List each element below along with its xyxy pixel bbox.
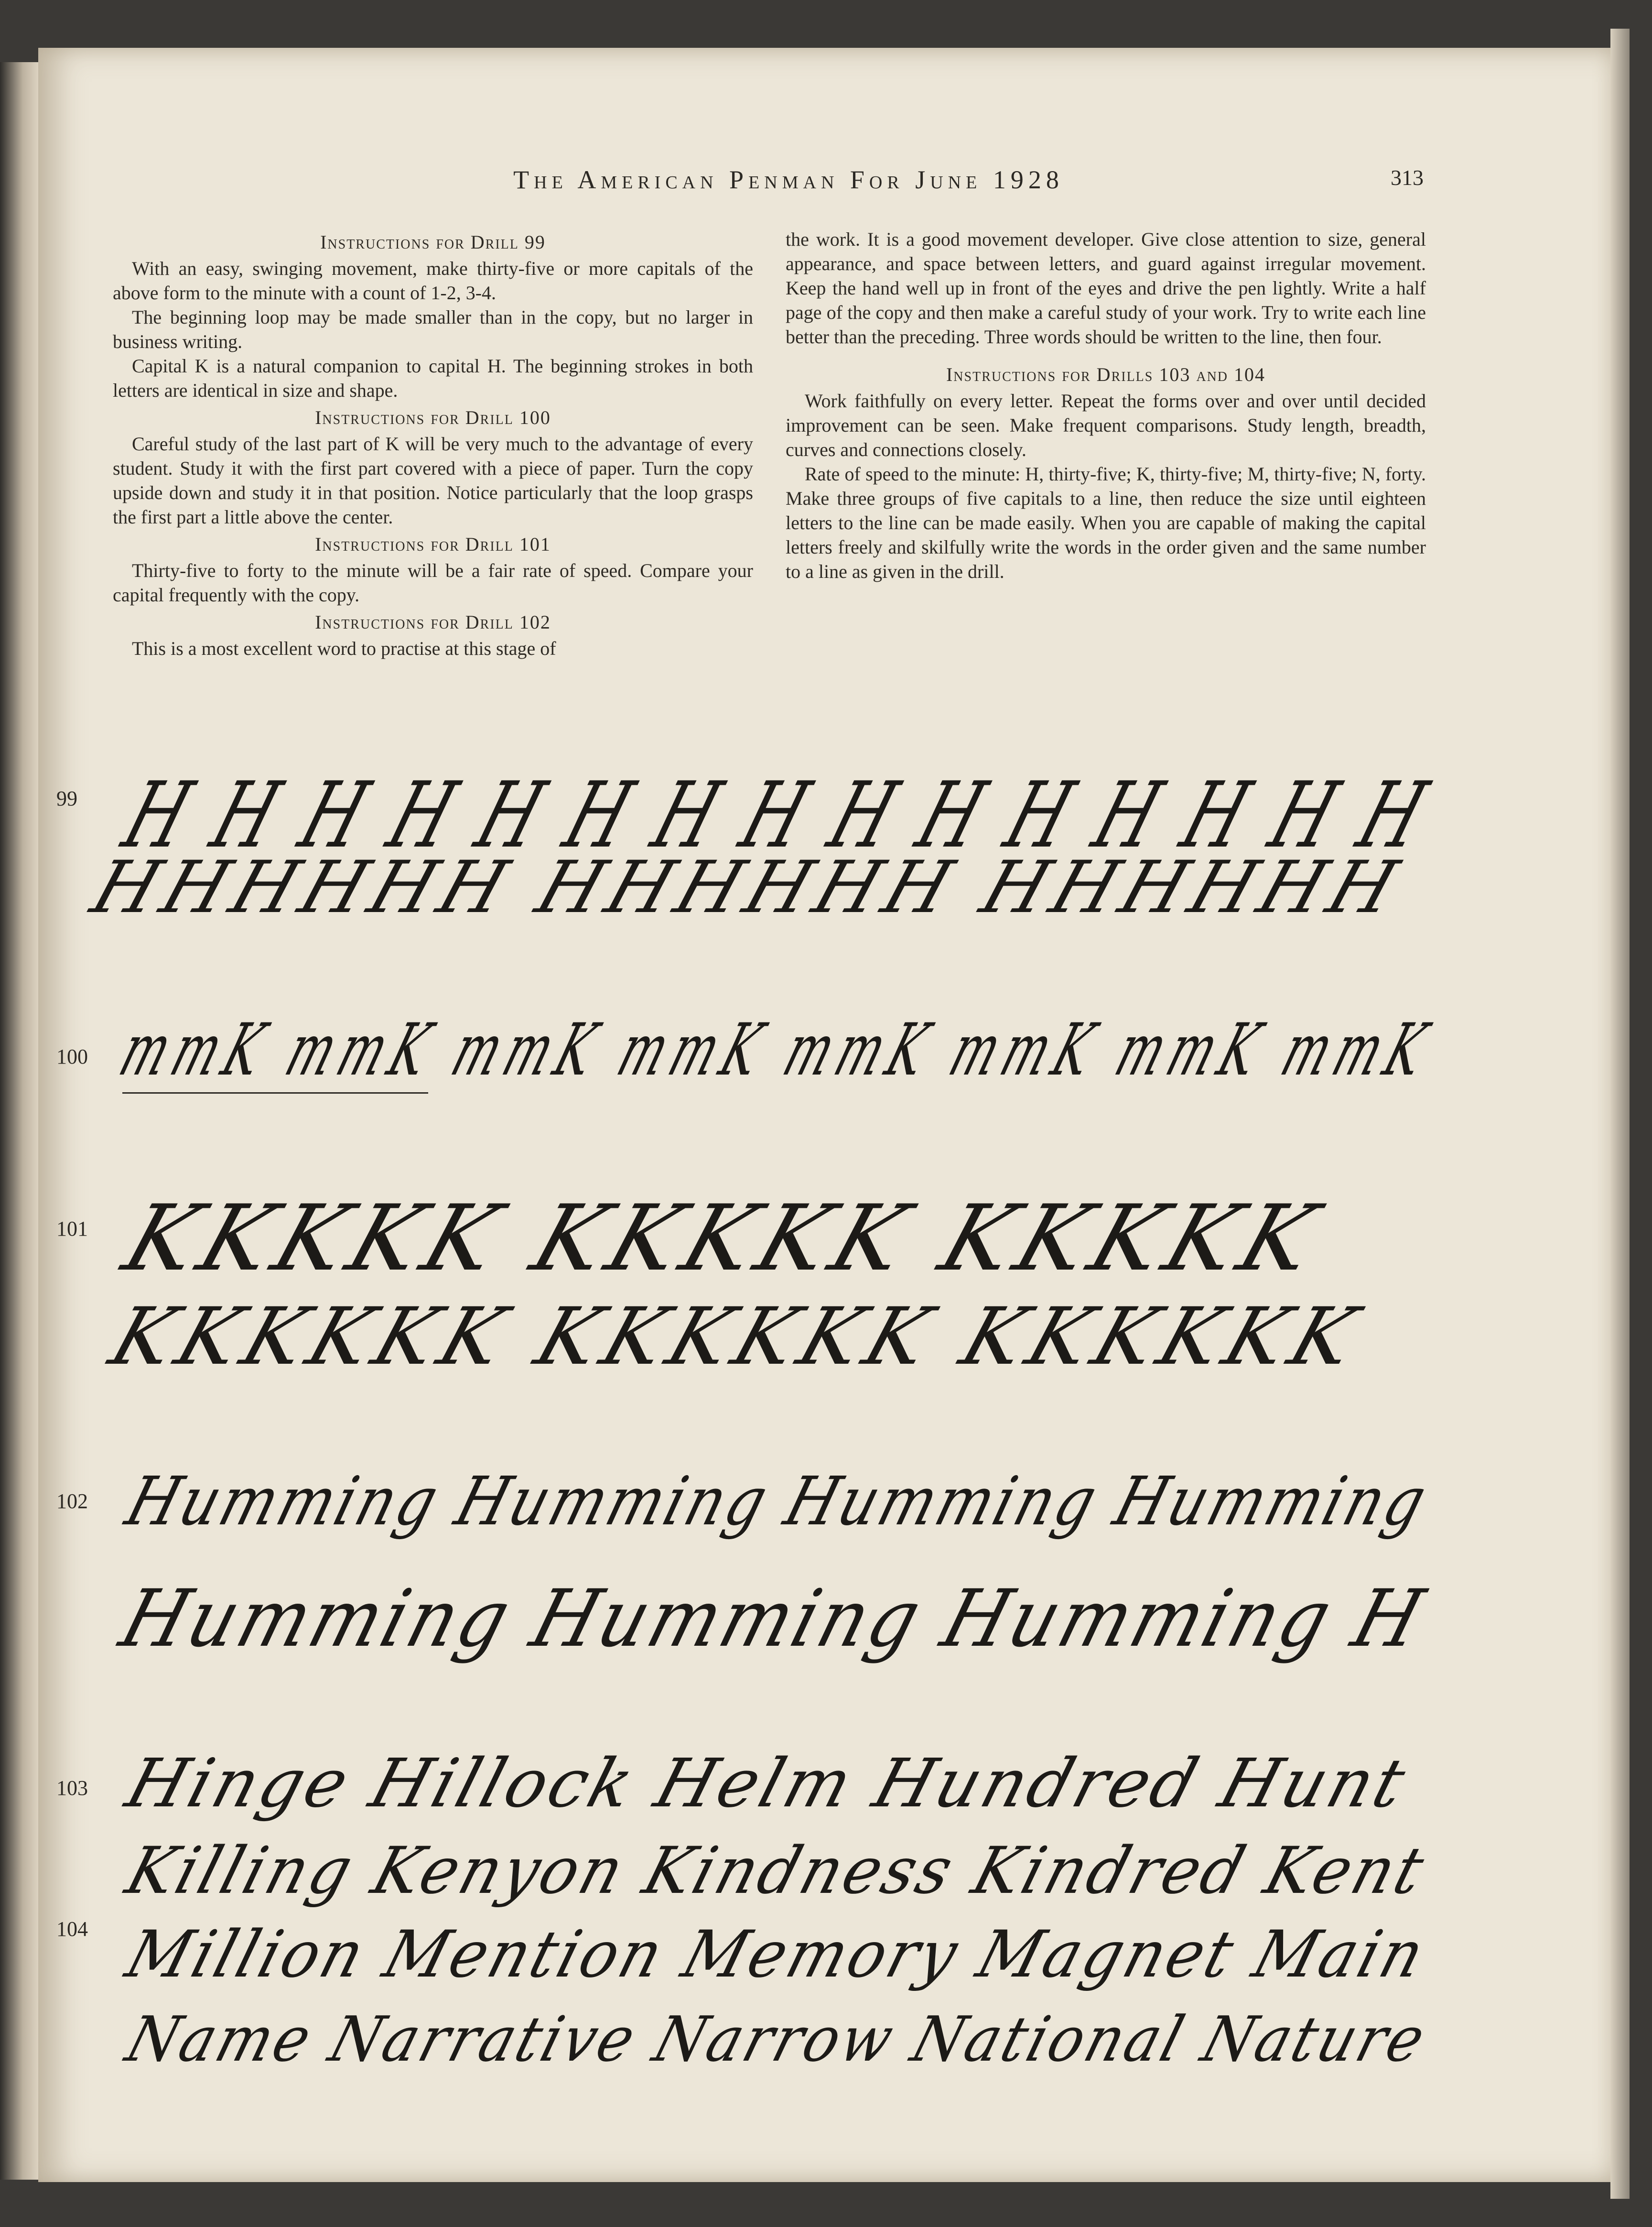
drill-number-103: 103: [56, 1776, 88, 1800]
baseline-rule: [122, 1092, 428, 1094]
paragraph: Careful study of the last part of K will be very much to the advantage of every student. Study it with the first part covered with a piece of paper. Turn the copy upside down and study it in that position. Notice particularly that the loop grasps the first part a little above the center.: [113, 433, 753, 528]
drill-number-101: 101: [56, 1217, 88, 1240]
script-line-103b: Killing Kenyon Kindness Kindred Kent: [118, 1833, 1435, 1908]
paragraph: Thirty-five to forty to the minute will be a fair rate of speed. Compare your capital frequently with the copy.: [113, 560, 753, 606]
script-line-100: mmK mmK mmK mmK mmK mmK mmK mmK: [110, 1009, 1444, 1092]
script-line-101b: KKKKKK KKKKKK KKKKKK: [99, 1291, 1374, 1382]
heading-drill-99: Instructions for Drill 99: [320, 231, 546, 253]
heading-drill-101: Instructions for Drill 101: [315, 533, 551, 555]
heading-drill-102: Instructions for Drill 102: [315, 611, 551, 633]
paragraph: The beginning loop may be made smaller than in the copy, but no larger in business writing.: [113, 306, 753, 352]
script-line-99b: HHHHHH HHHHHH HHHHHH: [82, 846, 1414, 929]
drill-number-100: 100: [56, 1045, 88, 1068]
drill-number-102: 102: [56, 1489, 88, 1513]
paragraph: With an easy, swinging movement, make thirty-five or more capitals of the above form to the minute with a count of 1-2, 3-4.: [113, 258, 753, 304]
script-line-101a: KKKKK KKKKK KKKKK: [112, 1185, 1335, 1291]
paragraph: Capital K is a natural companion to capital H. The beginning strokes in both letters are identical in size and shape.: [113, 355, 753, 401]
script-line-99a: H H H H H H H H H H H H H H H: [112, 762, 1443, 868]
right-column: [786, 227, 1426, 584]
book-spine: [0, 62, 38, 2180]
script-line-104b: Name Narrative Narrow National Nature: [119, 2003, 1436, 2075]
left-column: [113, 227, 753, 661]
script-line-102a: Humming Humming Humming Humming: [118, 1463, 1437, 1541]
page-number: 313: [1391, 165, 1424, 190]
paragraph: Rate of speed to the minute: H, thirty-five; K, thirty-five; M, thirty-five; N, forty. Make three groups of five capitals to a line, then reduce the size until eighteen letters to the line can be made easily. When you are capable of making the capital letters freely and skilfully write the words in the order given and the same number to a line as given in the drill.: [786, 463, 1426, 582]
paragraph: the work. It is a good movement developer. Give close attention to size, general appearance, and space between letters, and guard against irregular movement. Keep the hand well up in front of the eyes and drive the pen lightly. Write a half page of the copy and then make a careful study of your work. Try to write each line better than the preceding. Three words should be written to the line, then four.: [786, 228, 1426, 348]
drill-number-104: 104: [56, 1917, 88, 1941]
paragraph: Work faithfully on every letter. Repeat the forms over and over until decided improvement can be seen. Make frequent comparisons. Study length, breadth, curves and connections closely.: [786, 390, 1426, 460]
heading-drill-100: Instructions for Drill 100: [315, 407, 551, 428]
page-edge: [1610, 29, 1630, 2199]
script-line-104a: Million Mention Memory Magnet Main: [118, 1917, 1435, 1992]
drill-number-99: 99: [56, 787, 77, 810]
page-title: The American Penman For June 1928: [513, 165, 1064, 194]
heading-drills-103-104: Instructions for Drills 103 and 104: [946, 364, 1266, 385]
paragraph: This is a most excellent word to practise at this stage of: [132, 638, 556, 659]
script-line-102b: Humming Humming Humming H: [111, 1573, 1436, 1664]
script-line-103a: Hinge Hillock Helm Hundred Hunt: [118, 1745, 1416, 1823]
